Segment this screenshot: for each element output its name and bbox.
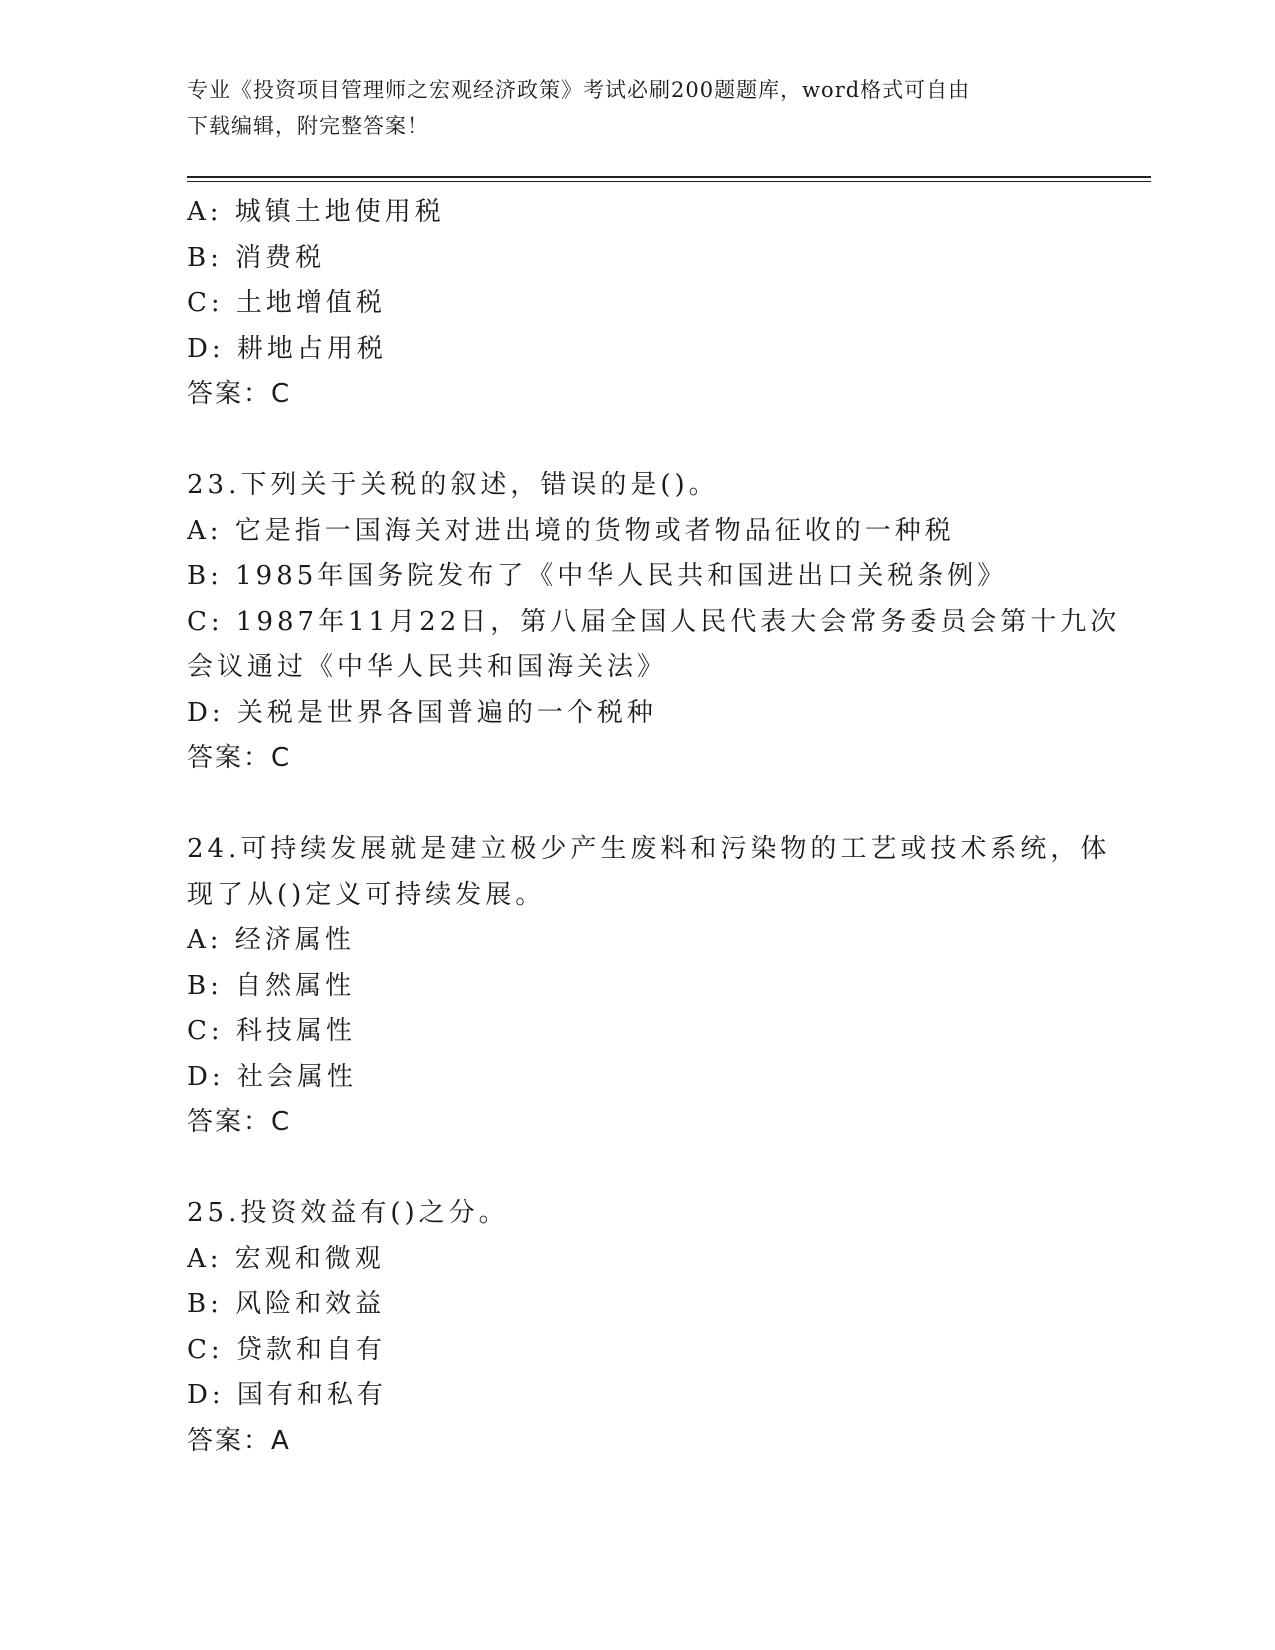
answer: 答案：C: [187, 379, 292, 409]
option-a: A: 它是指一国海关对进出境的货物或者物品征收的一种税: [187, 515, 955, 546]
spacer: [187, 1146, 1087, 1192]
option-b: B: 1985年国务院发布了《中华人民共和国进出口关税条例》: [187, 561, 1008, 591]
header-line-1: 专业《投资项目管理师之宏观经济政策》考试必刷200题题库，word格式可自由: [187, 78, 971, 102]
option-c: C: 贷款和自有: [187, 1334, 386, 1365]
question-24: [187, 827, 1111, 1146]
option-d: D: 耕地占用税: [187, 333, 387, 364]
option-d: D: 社会属性: [187, 1061, 357, 1092]
option-a: A: 经济属性: [187, 925, 355, 955]
question-22: [187, 190, 1087, 418]
question-25: [187, 1191, 1087, 1464]
question-stem-line-1: 24.可持续发展就是建立极少产生废料和污染物的工艺或技术系统，体: [187, 834, 1111, 864]
option-c: C: 土地增值税: [187, 288, 386, 318]
question-23: [187, 463, 1121, 782]
answer: 答案：C: [187, 743, 292, 773]
option-c-line-2: 会议通过《中华人民共和国海关法》: [187, 652, 668, 682]
answer: 答案：C: [187, 1107, 292, 1137]
spacer: [187, 418, 1087, 464]
option-b: B: 自然属性: [187, 970, 356, 1001]
question-stem: 25.投资效益有()之分。: [187, 1198, 509, 1228]
option-a: A: 宏观和微观: [187, 1243, 385, 1274]
option-a: A: 城镇土地使用税: [187, 197, 445, 227]
question-stem-line-2: 现了从()定义可持续发展。: [187, 879, 546, 910]
option-b: B: 消费税: [187, 242, 326, 273]
option-c: C: 科技属性: [187, 1016, 356, 1046]
option-b: B: 风险和效益: [187, 1289, 386, 1319]
question-list: [187, 190, 1121, 1464]
option-d: D: 关税是世界各国普遍的一个税种: [187, 697, 657, 728]
answer: 答案：A: [187, 1425, 291, 1456]
option-d: D: 国有和私有: [187, 1380, 387, 1410]
question-stem: 23.下列关于关税的叙述，错误的是()。: [187, 470, 719, 500]
header-rule-thick: [187, 176, 1151, 178]
header-line-2: 下载编辑，附完整答案！: [187, 114, 429, 138]
spacer: [187, 782, 1087, 828]
option-c-line-1: C: 1987年11月22日，第八届全国人民代表大会常务委员会第十九次: [187, 606, 1121, 637]
document-header: [187, 72, 1067, 144]
header-rule-thin: [187, 181, 1151, 182]
